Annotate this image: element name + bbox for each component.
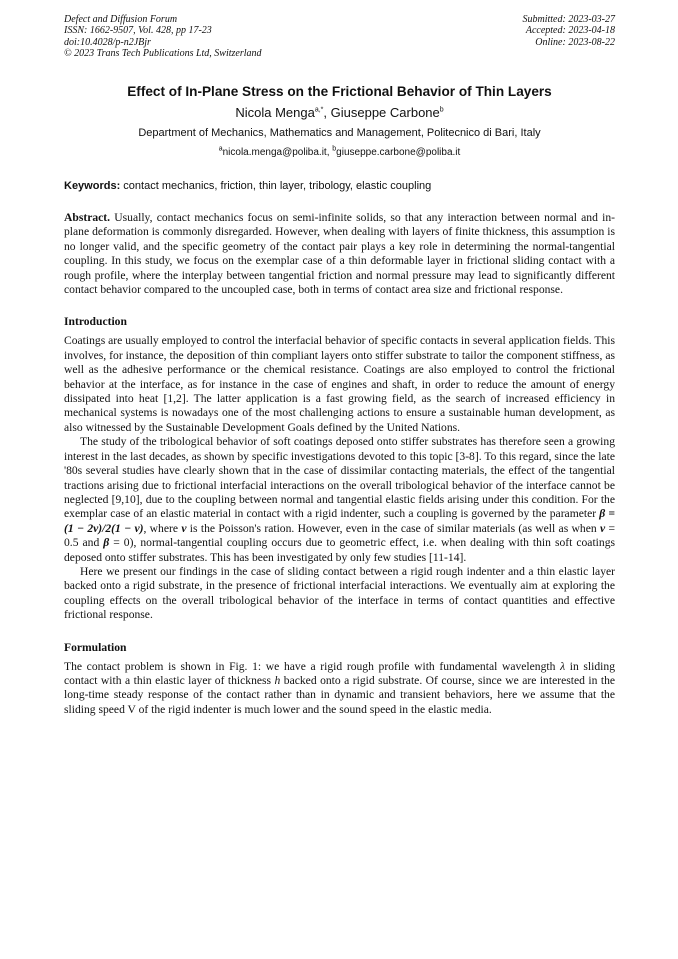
beta-symbol: β: [103, 536, 110, 550]
author-2-name: Giuseppe Carbone: [330, 105, 440, 120]
journal-name: Defect and Diffusion Forum: [64, 14, 178, 25]
author-separator: ,: [323, 105, 331, 120]
author-1-sup: a,*: [314, 106, 324, 114]
email-a-sup: a: [218, 145, 223, 153]
intro-paragraph-1: Coatings are usually employed to control the interfacial behavior of specific contacts in several application fields. This involves, for instance, the deposition of thin compliant layers onto stiffer substrate to tailor the component stiffness, as well as the adhesive performance or the chemical resistance. Coatings are also employed to control the frictional behavior at the interface, as for instance in the case of engines and shaft, in order to reduce the amount of energy dissipated into heat [1,2]. The latter application is a fast growing field, as the search of increased efficiency in mechanical systems is nowadays one of the most challenging actions to ensure a sustainable human development, as also witnessed by the Sustainable Development Goals defined by the United Nations.: [64, 334, 615, 434]
author-list: [64, 105, 615, 120]
journal-issn: ISSN: 1662-9507, Vol. 428, pp 17-23: [64, 25, 212, 37]
keywords: [64, 180, 615, 192]
introduction-section: [64, 334, 615, 622]
paper-page: [64, 14, 615, 717]
introduction-heading: Introduction: [64, 315, 127, 329]
affiliation: Department of Mechanics, Mathematics and Management, Politecnico di Bari, Italy: [138, 127, 541, 139]
intro-p2-text-b: , where: [143, 521, 182, 535]
lambda-symbol: λ: [560, 659, 566, 673]
journal-info: [64, 14, 262, 60]
abstract-text: Usually, contact mechanics focus on semi-infinite solids, so that any interaction between normal and in-plane deformation is commonly disregarded. However, when dealing with layers of finite thickness, this assumption is no longer valid, and the specific geometry of the contact pair plays a key role in determining the normal-tangential coupling. In this study, we focus on the exemplar case of a thin deformable layer in frictional sliding contact with a rough profile, where the interplay between tangential friction and normal pressure may lead to significantly different contact behavior compared to the uncoupled case, both in terms of contact area size and frictional response.: [64, 211, 615, 297]
formulation-text-a: The contact problem is shown in Fig. 1: we have a rigid rough profile with fundamental wavelength: [64, 659, 561, 673]
author-2-sup: b: [439, 106, 444, 114]
submitted-date: Submitted: 2023-03-27: [522, 14, 615, 25]
accepted-date: Accepted: 2023-04-18: [525, 25, 615, 37]
email-b-sup: b: [332, 145, 337, 153]
intro-p2-text-c: is the Poisson's ration. However, even in the case of similar materials (as well as when: [186, 521, 600, 535]
formulation-text-b: in sliding contact with a thin elastic layer of thickness: [64, 659, 615, 687]
journal-header: [64, 14, 615, 64]
intro-paragraph-2: [64, 435, 615, 565]
formulation-heading: Formulation: [64, 640, 127, 654]
journal-doi: doi:10.4028/p-n2JBjr: [64, 36, 151, 48]
formulation-text-c: backed onto a rigid substrate. Of course, since we are interested in the long-time steady response of the contact rather than in dynamic and transient behaviors, here we assume that the sliding speed V of the rigid indenter is much lower and the sound speed in the elastic media.: [64, 673, 616, 716]
email-a: nicola.menga@poliba.it: [222, 147, 327, 158]
beta-equation: β = (1 − 2ν)/2(1 − ν): [64, 507, 616, 535]
intro-p2-text-d: = 0.5 and: [64, 521, 615, 550]
nu-symbol-2: ν: [599, 521, 606, 535]
abstract-label: Abstract.: [64, 211, 111, 224]
author-1-name: Nicola Menga: [235, 105, 315, 120]
keywords-text: contact mechanics, friction, thin layer, tribology, elastic coupling: [120, 180, 432, 192]
formulation-paragraph-1: [64, 660, 615, 718]
online-date: Online: 2023-08-22: [535, 36, 615, 48]
author-emails: [64, 147, 615, 158]
intro-paragraph-3: Here we present our findings in the case of sliding contact between a rigid rough indenter and a thin elastic layer backed onto a rigid substrate, in the presence of frictional interfacial interactions. We eventually aim at exploring the coupling effects on the overall tribological behavior of the interface in terms of contact quantities and effective frictional response.: [64, 564, 615, 622]
publication-dates: [523, 14, 616, 48]
intro-p2-text-a: The study of the tribological behavior of soft coatings deposed onto stiffer substrates has therefore seen a growing interest in the last decades, as shown by specific investigations devoted to this topic [3-8]. To this regard, since the late '80s several studies have clearly shown that in the case of dissimilar contacting materials, the effect of the tangential tractions arising due to frictional interfacial interactions on the overall tribological behavior of the interface cannot be neglected [9,10], due to the coupling between normal and tangential elastic fields arising under this condition. For the exemplar case of an elastic material in contact with a rigid indenter, such a coupling is governed by the parameter: [64, 435, 615, 521]
nu-symbol: ν: [181, 521, 187, 535]
abstract: [64, 211, 615, 297]
h-symbol: h: [274, 673, 281, 687]
email-separator: ,: [326, 147, 333, 158]
paper-title: Effect of In-Plane Stress on the Frictional Behavior of Thin Layers: [127, 84, 552, 99]
journal-copyright: © 2023 Trans Tech Publications Ltd, Switzerland: [64, 48, 262, 60]
intro-p2-text-e: = 0), normal-tangential coupling occurs due to geometric effect, i.e. when dealing with thin soft coatings deposed onto stiffer substrates. This has been investigated by only few studies [11-14].: [64, 536, 616, 564]
formulation-section: [64, 660, 615, 718]
keywords-label: Keywords:: [64, 180, 121, 192]
email-b: giuseppe.carbone@poliba.it: [336, 147, 461, 158]
